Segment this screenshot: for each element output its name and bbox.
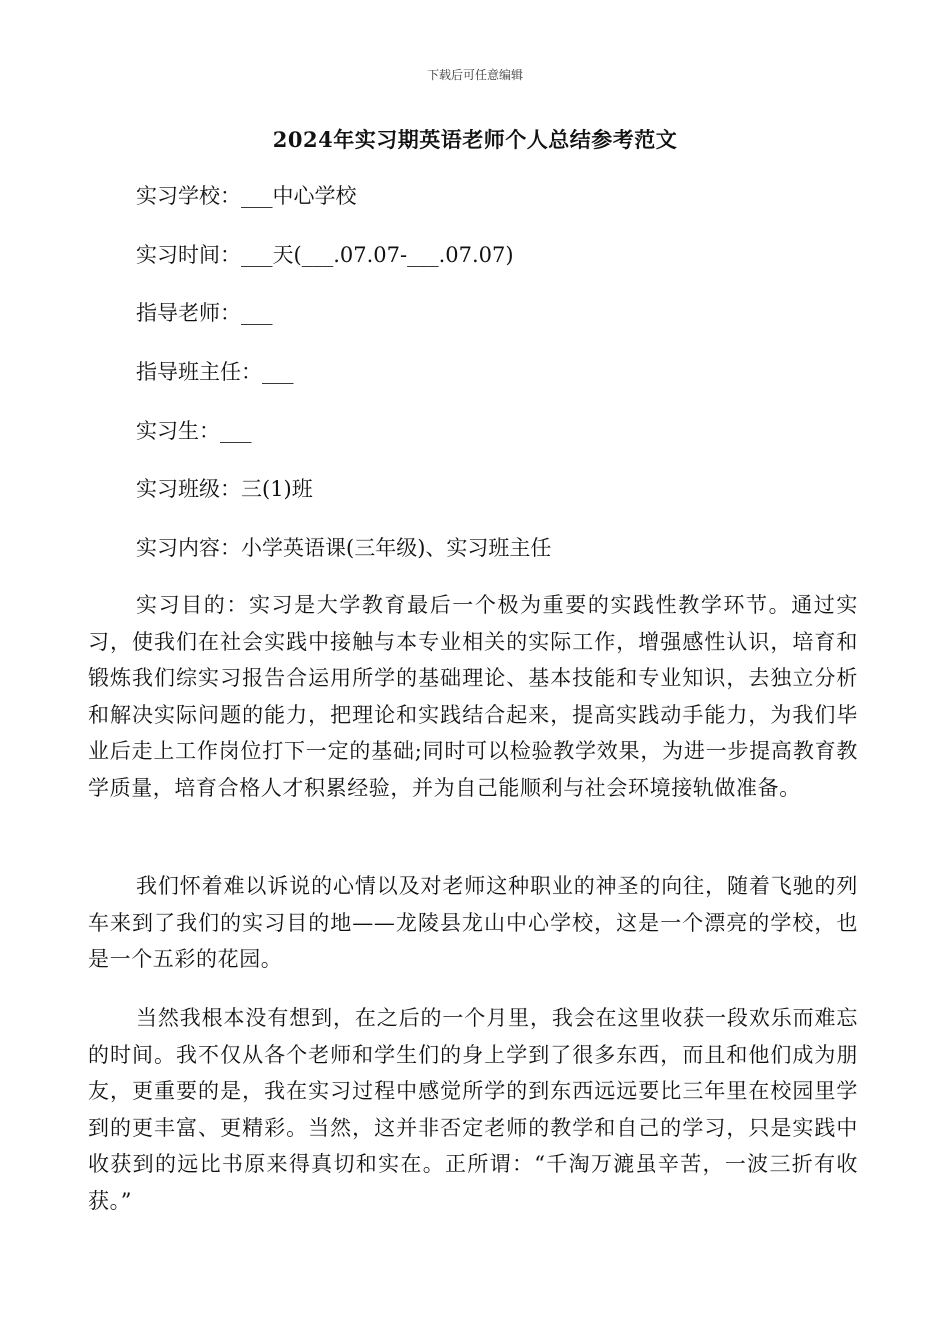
field-internship-school: 实习学校：___中心学校 [136,184,357,208]
field-class: 实习班级：三(1)班 [136,477,313,501]
document-title: 2024年实习期英语老师个人总结参考范文 [272,127,678,152]
paragraph-purpose: 实习目的：实习是大学教育最后一个极为重要的实践性教学环节。通过实习，使我们在社会实践中接触与本专业相关的实际工作，增强感性认识，培育和锻炼我们综实习报告合运用所学的基础理论、基本技能和专业知识，去独立分析和解决实际问题的能力，把理论和实践结合起来，提高实践动手能力，为我们毕业后走上工作岗位打下一定的基础;同时可以检验教学效果，为进一步提高教育教学质量，培育合格人才积累经验，并为自己能顺利与社会环境接轨做准备。 [88,593,858,800]
paragraph-arrival: 我们怀着难以诉说的心情以及对老师这种职业的神圣的向往，随着飞驰的列车来到了我们的实习目的地——龙陵县龙山中心学校，这是一个漂亮的学校，也是一个五彩的花园。 [88,874,858,971]
field-head-teacher: 指导班主任：___ [136,360,294,384]
field-internship-time: 实习时间：___天(___.07.07-___.07.07) [136,243,514,267]
field-intern: 实习生：___ [136,419,252,443]
field-supervisor: 指导老师：___ [136,301,273,325]
header-note: 下载后可任意编辑 [426,68,523,82]
field-content: 实习内容：小学英语课(三年级)、实习班主任 [136,536,552,560]
paragraph-reflection: 当然我根本没有想到，在之后的一个月里，我会在这里收获一段欢乐而难忘的时间。我不仅从各个老师和学生们的身上学到了很多东西，而且和他们成为朋友，更重要的是，我在实习过程中感觉所学的到东西远远要比三年里在校园里学到的更丰富、更精彩。当然，这并非否定老师的教学和自己的学习，只是实践中收获到的远比书原来得真切和实在。正所谓：“千淘万漉虽辛苦，一波三折有收获。” [88,1006,858,1213]
